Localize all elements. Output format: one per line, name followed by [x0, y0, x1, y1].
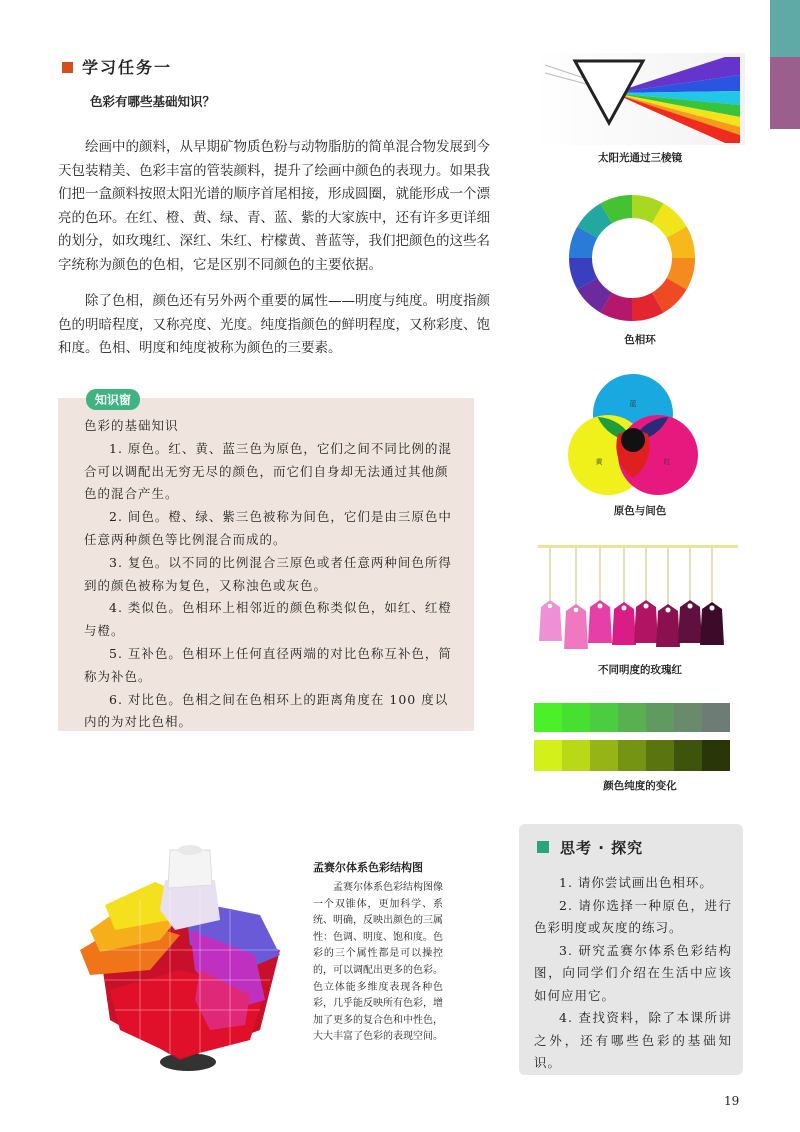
primary-colors-figure [563, 372, 703, 498]
think-marker-icon [537, 841, 549, 853]
munsell-text: 孟赛尔体系色彩结构图像一个双锥体，更加科学、系统、明确，反映出颜色的三属性：色调、明度、饱和度。色彩的三个属性都是可以操控的，可以调配出更多的色彩。色立体能多维度表现各种色彩，几乎能反映所有色彩，增加了更多的复合色和中性色，大大丰富了色彩的表现空间。 [313, 882, 443, 1043]
section-title: 学习任务一 [82, 58, 173, 77]
think-item: 4. 查找资料，除了本课所讲之外，还有哪些色彩的基础知识。 [534, 1010, 732, 1070]
knowledge-heading: 色彩的基础知识 [84, 418, 179, 433]
rose-red-tags-figure [538, 545, 738, 655]
prism-caption: 太阳光通过三棱镜 [598, 152, 682, 164]
purity-caption: 颜色纯度的变化 [603, 780, 677, 792]
color-wheel-figure [562, 194, 702, 324]
think-title: 思考 · 探究 [560, 839, 644, 857]
knowledge-item: 4. 类似色。色相环上相邻近的颜色称类似色，如红、红橙与橙。 [84, 600, 452, 639]
body-paragraph-2: 除了色相，颜色还有另外两个重要的属性——明度与纯度。明度指颜色的明暗程度，又称亮度、光度。纯度指颜色的鲜明程度，又称彩度、饱和度。色相、明度和纯度被称为颜色的三要素。 [58, 293, 490, 356]
munsell-title: 孟赛尔体系色彩结构图 [313, 861, 423, 874]
think-item: 3. 研究孟赛尔体系色彩结构图，向同学们介绍在生活中应该如何应用它。 [534, 942, 732, 1003]
think-item: 2. 请你选择一种原色，进行色彩明度或灰度的练习。 [534, 897, 732, 935]
edge-tab-purple [770, 57, 800, 129]
prism-figure [535, 53, 745, 145]
think-item: 1. 请你尝试画出色相环。 [559, 875, 713, 890]
section-marker-icon [62, 62, 73, 73]
venn-label: 蓝 [629, 400, 637, 408]
knowledge-item: 6. 对比色。色相之间在色相环上的距离角度在 100 度以内的为对比色相。 [84, 691, 449, 730]
knowledge-item: 5. 互补色。色相环上任何直径两端的对比色称互补色，简称为补色。 [84, 645, 452, 684]
venn-label: 黄 [595, 458, 603, 466]
purity-figure [534, 703, 730, 771]
wheel-caption: 色相环 [624, 334, 656, 346]
page-number: 19 [724, 1094, 740, 1108]
knowledge-item: 2. 间色。橙、绿、紫三色被称为间色，它们是由三原色中任意两种颜色等比例混合而成的。 [84, 509, 452, 547]
edge-tab-teal [770, 0, 800, 57]
knowledge-item: 3. 复色。以不同的比例混合三原色或者任意两种间色所得到的颜色被称为复色，又称浊色或灰色。 [84, 554, 452, 593]
section-subtitle: 色彩有哪些基础知识？ [90, 94, 216, 109]
knowledge-text [84, 415, 456, 734]
body-paragraph-1: 绘画中的颜料，从早期矿物质色粉与动物脂肪的简单混合物发展到今天包装精美、色彩丰富的管装颜料，提升了绘画中颜色的表现力。如果我们把一盒颜料按照太阳光谱的顺序首尾相接，形成圆圈，就能形成一个漂亮的色环。在红、橙、黄、绿、青、蓝、紫的大家族中，还有许多更详细的划分，如玫瑰红、深红、朱红、柠檬黄、普蓝等，我们把颜色的这些名字统称为颜色的色相，它是区别不同颜色的主要依据。 [58, 139, 490, 273]
think-text [534, 872, 732, 1075]
knowledge-badge: 知识窗 [86, 389, 140, 410]
rose-caption: 不同明度的玫瑰红 [598, 664, 682, 676]
venn-label: 红 [663, 458, 671, 466]
knowledge-item: 1. 原色。红、黄、蓝三色为原色，它们之间不同比例的混合可以调配出无穷无尽的颜色，而它们自身却无法通过其他颜色的混合产生。 [84, 440, 452, 502]
primary-caption: 原色与间色 [613, 505, 667, 517]
munsell-figure [60, 840, 302, 1080]
